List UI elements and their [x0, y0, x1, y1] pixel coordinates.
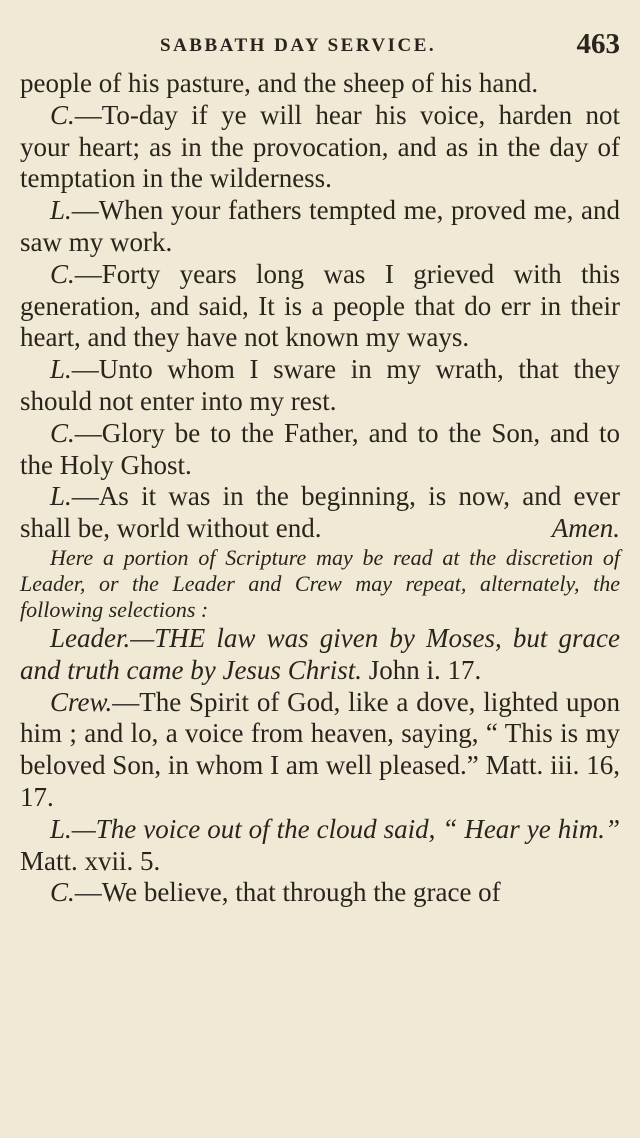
- page-header: [0, 28, 640, 68]
- rubric-instruction: Here a portion of Scripture may be read at the discretion of Leader, or the Leader and Crew may repeat, alternately, the following selections :: [20, 544, 620, 622]
- scripture-quote: —The voice out of the cloud said, “ Hear ye him.”: [71, 813, 620, 844]
- speaker-label: L.: [50, 195, 72, 226]
- page-number: 463: [576, 28, 620, 60]
- speaker-label: Leader.: [50, 622, 131, 653]
- speaker-label: C.: [50, 99, 75, 130]
- verse-text: —Glory be to the Father, and to the Son, and to the Holy Ghost.: [20, 417, 620, 480]
- verse-text: —To-day if ye will hear his voice, harden not your heart; as in the provocation, and as in the day of temptation in the wilderness.: [20, 99, 620, 194]
- amen-word: Amen.: [551, 513, 620, 544]
- selection-verse: [20, 687, 620, 814]
- response-verse: [20, 354, 620, 418]
- verse-text: —The Spirit of God, like a dove, lighted upon him ; and lo, a voice from heaven, saying, “ This is my beloved Son, in whom I am well pleased.” Matt. iii. 16, 17.: [20, 686, 620, 812]
- response-verse: [20, 100, 620, 195]
- speaker-label: C.: [50, 417, 75, 448]
- speaker-label: L.: [50, 481, 72, 512]
- speaker-label: C.: [50, 877, 75, 908]
- scripture-quote: —THE law was given by Moses, but grace and truth came by Jesus Christ.: [20, 622, 620, 685]
- page-body: [20, 68, 620, 909]
- response-verse: [20, 481, 620, 545]
- running-head: SABBATH DAY SERVICE.: [160, 35, 437, 56]
- scripture-reference: John i. 17.: [361, 654, 482, 685]
- verse-continuation: [20, 68, 620, 100]
- verse-text: —As it was in the beginning, is now, and ever shall be, world without end.: [20, 481, 620, 544]
- verse-text: —Unto whom I sware in my wrath, that they should not enter into my rest.: [20, 354, 620, 416]
- verse-text: —We believe, that through the grace of: [74, 877, 501, 908]
- verse-text: —Forty years long was I grieved with this generation, and said, It is a people that do err in their heart, and they have not known my ways.: [20, 258, 620, 353]
- speaker-label: C.: [50, 258, 75, 289]
- speaker-label: Crew.: [50, 686, 113, 717]
- response-verse: [20, 418, 620, 482]
- response-verse: [20, 195, 620, 259]
- selection-verse: [20, 877, 620, 909]
- scripture-reference: Matt. xvii. 5.: [20, 845, 161, 876]
- selection-verse: [20, 814, 620, 878]
- speaker-label: L.: [50, 354, 72, 385]
- verse-text: —When your fathers tempted me, proved me, and saw my work.: [20, 195, 620, 257]
- response-verse: [20, 259, 620, 354]
- verse-text: people of his pasture, and the sheep of his hand.: [20, 68, 539, 98]
- selection-verse: [20, 623, 620, 687]
- speaker-label: L.: [50, 813, 72, 844]
